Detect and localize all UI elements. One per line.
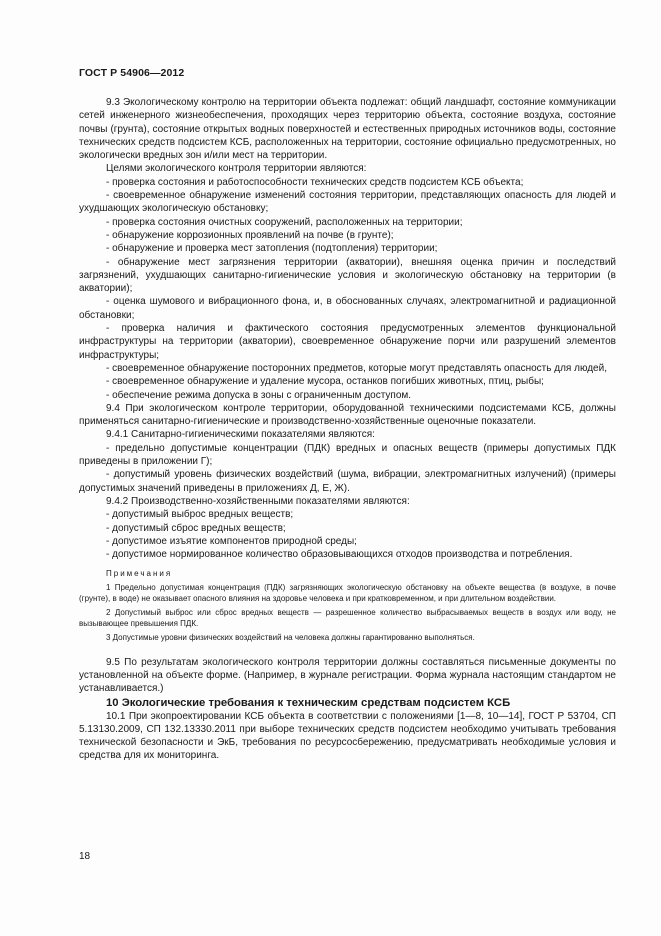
section-10-title: 10 Экологические требования к техническим средствам подсистем КСБ: [106, 696, 511, 709]
list-item: - допустимый уровень физических воздействий (шума, вибрации, электромагнитных излучений) (примеры допустимых значений приведены в приложениях Д, Е, Ж).: [79, 469, 616, 494]
paragraph-10-1: 10.1 При экопроектировании КСБ объекта в соответствии с положениями [1—8, 10—14], ГОСТ Р 53704, СП 5.13130.2009, СП 132.13330.2011 при выборе технических средств подсистем необходимо учитывать требования технической безопасности и ЭкБ, требования по ресурсосбережению, предусматривать необходимые условия и средства для их мониторинга.: [79, 710, 616, 762]
paragraph-9-4-1: 9.4.1 Санитарно-гигиеническими показателями являются:: [106, 429, 375, 441]
paragraph-9-3: 9.3 Экологическому контролю на территории объекта подлежат: общий ландшафт, состояние коммуникации сетей инженерного жизнеобеспечения, проходящих через территорию объекта, состояние воздуха, состояние почвы (грунта), состояние открытых водных поверхностей и естественных природных источников воды, состояние технических средств подсистем КСБ, расположенных на территории, состояние официально предусмотренных, но экологически вредных зон и/или мест на территории.: [79, 97, 616, 162]
notes-heading: Примечания: [106, 569, 173, 579]
list-item: - проверка наличия и фактического состояния предусмотренных элементов функциональной инфраструктуры на территории (акватории), своевременное обнаружение порчи или разрушений элементов инфраструктуры;: [79, 323, 616, 361]
note-item: 3 Допустимые уровни физических воздействий на человека должны гарантированно выполняться.: [106, 633, 475, 643]
list-item: - допустимое нормированное количество образовывающихся отходов производства и потребления.: [106, 549, 573, 561]
production-list: [79, 508, 616, 561]
list-item: - своевременное обнаружение изменений состояния территории, представляющих опасность для людей и ухудшающих экологическую обстановку;: [79, 190, 616, 215]
list-item: - предельно допустимые концентрации (ПДК) вредных и опасных веществ (примеры допустимых ПДК приведены в приложении Г);: [79, 442, 616, 468]
notes-block: [79, 568, 616, 643]
paragraph-9-4-2: 9.4.2 Производственно-хозяйственными показателями являются:: [106, 495, 410, 507]
note-item: 2 Допустимый выброс или сброс вредных веществ — разрешенное количество выбрасываемых веществ в воздух или воду, не вызывающее превышения ПДК.: [79, 608, 616, 629]
goals-intro: Целями экологического контроля территории являются:: [106, 163, 367, 175]
sanitary-list: [79, 442, 616, 495]
list-item: - оценка шумового и вибрационного фона, и, в обоснованных случаях, электромагнитной и радиационной обстановки;: [79, 296, 616, 321]
list-item: - проверка состояния очистных сооружений, расположенных на территории;: [106, 216, 463, 228]
paragraph-9-5: 9.5 По результатам экологического контроля территории должны составляться письменные документы по установленной на объекте форме. (Например, в журнале регистрации. Форма журнала настоящим стандартом не устанавливается.): [79, 656, 616, 695]
list-item: - обнаружение мест загрязнения территории (акватории), внешняя оценка причин и последствий загрязнений, ухудшающих санитарно-гигиенические условия и экологическую обстановку на территории (в акватории);: [79, 256, 616, 295]
list-item: - обеспечение режима допуска в зоны с ограниченным доступом.: [106, 389, 412, 401]
goals-list: [79, 176, 616, 402]
list-item: - обнаружение и проверка мест затопления (подтопления) территории;: [106, 243, 438, 255]
paragraph-9-4: 9.4 При экологическом контроле территории, оборудованной техническими подсистемами КСБ, должны применяться санитарно-гигиенические и производственно-хозяйственные оценочные показатели.: [79, 402, 616, 428]
page-content: [79, 96, 616, 763]
list-item: - проверка состояния и работоспособности технических средств подсистем КСБ объекта;: [106, 176, 524, 188]
document-id-header: ГОСТ Р 54906—2012: [79, 67, 185, 79]
list-item: - своевременное обнаружение посторонних предметов, которые могут представлять опасность для людей,: [106, 362, 607, 374]
list-item: - обнаружение коррозионных проявлений на почве (в грунте);: [106, 229, 394, 241]
note-item: 1 Предельно допустимая концентрация (ПДК) загрязняющих экологическую обстановку на объекте вещества (в воздухе, в почве (грунте), в воде) не оказывает опасного влияния на здоровье человека и при кратковременном, и при длительном воздействии.: [79, 582, 616, 603]
list-item: - допустимое изъятие компонентов природной среды;: [106, 535, 357, 547]
list-item: - своевременное обнаружение и удаление мусора, останков погибших животных, птиц, рыбы;: [106, 376, 544, 388]
list-item: - допустимый выброс вредных веществ;: [106, 509, 294, 521]
page-number: 18: [79, 851, 91, 862]
list-item: - допустимый сброс вредных веществ;: [106, 522, 286, 534]
